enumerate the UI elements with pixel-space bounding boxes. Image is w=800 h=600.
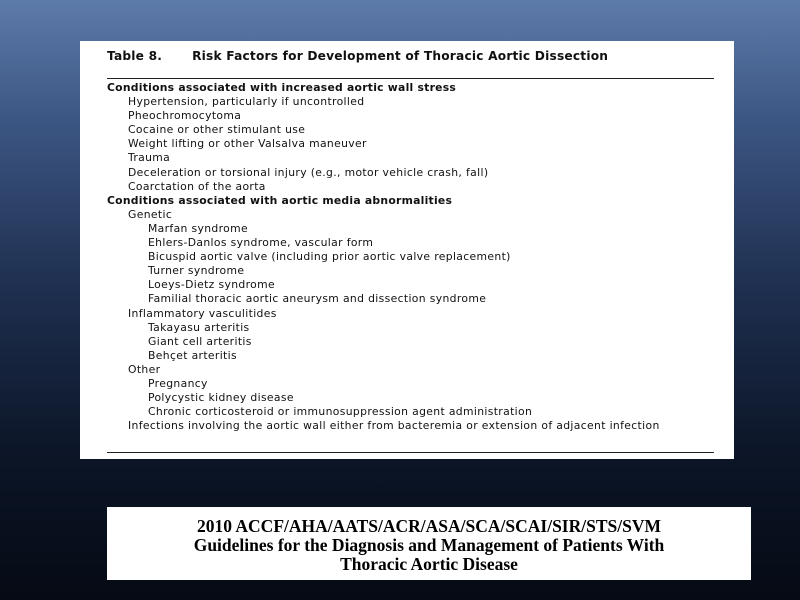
table-title — [107, 50, 717, 63]
table-row: Ehlers-Danlos syndrome, vascular form — [148, 236, 374, 250]
table-row: Deceleration or torsional injury (e.g., motor vehicle crash, fall) — [128, 165, 489, 179]
table-row: Chronic corticosteroid or immunosuppression agent administration — [148, 405, 533, 419]
table-row: Loeys-Dietz syndrome — [148, 278, 275, 292]
table-row: Giant cell arteritis — [148, 334, 252, 348]
table-row: Pheochromocytoma — [128, 109, 242, 123]
table-row: Genetic — [128, 207, 173, 221]
table-body — [107, 81, 717, 432]
table-row: Trauma — [128, 151, 171, 165]
citation-line-3: Thoracic Aortic Disease — [340, 554, 518, 574]
table-row: Weight lifting or other Valsalva maneuver — [128, 137, 367, 151]
table-row: Infections involving the aortic wall either from bacteremia or extension of adjacent infection — [128, 419, 660, 433]
table-row: Marfan syndrome — [148, 221, 248, 235]
table-row: Cocaine or other stimulant use — [128, 123, 306, 137]
section-header-row: Conditions associated with aortic media abnormalities — [107, 193, 453, 207]
citation-box — [107, 507, 751, 580]
table-row: Pregnancy — [148, 376, 208, 390]
table-row: Behçet arteritis — [148, 348, 237, 362]
citation-line-1: 2010 ACCF/AHA/AATS/ACR/ASA/SCA/SCAI/SIR/STS/SVM — [197, 516, 661, 536]
table-row: Bicuspid aortic valve (including prior aortic valve replacement) — [148, 250, 511, 264]
table-row: Takayasu arteritis — [148, 320, 250, 334]
citation-line-2: Guidelines for the Diagnosis and Management of Patients With — [193, 535, 665, 555]
table-row: Hypertension, particularly if uncontrolled — [128, 95, 365, 109]
table-row: Polycystic kidney disease — [148, 391, 294, 405]
table-title-text: Risk Factors for Development of Thoracic Aortic Dissection — [192, 49, 609, 63]
table-row: Familial thoracic aortic aneurysm and dissection syndrome — [148, 292, 487, 306]
table-number: Table 8. — [107, 49, 163, 63]
table-row: Turner syndrome — [148, 264, 245, 278]
table-row: Coarctation of the aorta — [128, 179, 266, 193]
table-row: Inflammatory vasculitides — [128, 306, 277, 320]
bottom-rule — [107, 452, 714, 453]
table-card — [80, 41, 734, 459]
top-rule — [107, 78, 714, 79]
section-header-row: Conditions associated with increased aortic wall stress — [107, 81, 457, 94]
table-row: Other — [128, 362, 161, 376]
